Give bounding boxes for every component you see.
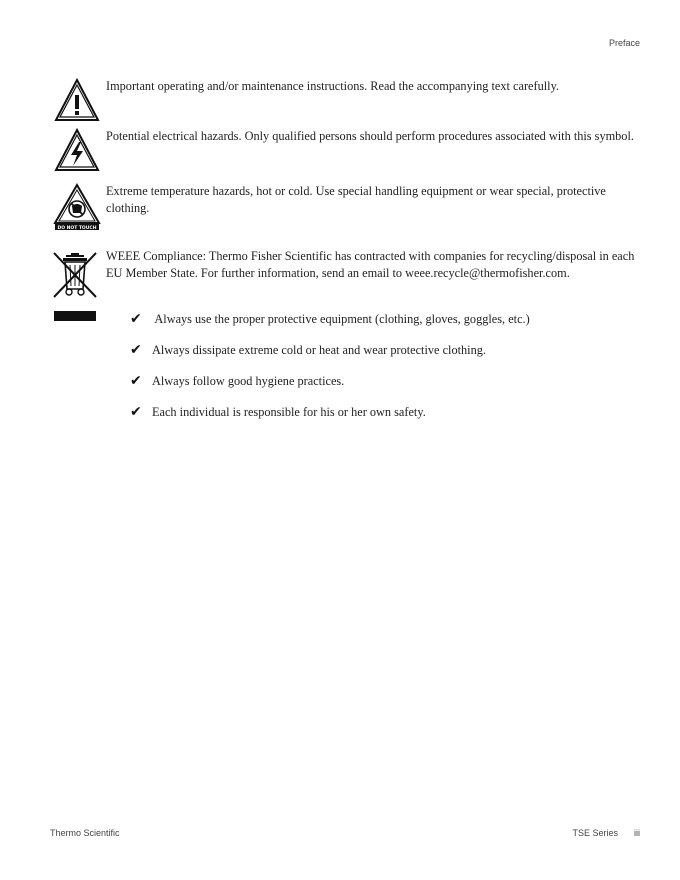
list-item-text: Always dissipate extreme cold or heat and wear protective clothing. bbox=[152, 343, 486, 357]
checkmark-icon: ✔ bbox=[130, 373, 142, 389]
list-item-text: Always use the proper protective equipment (clothing, gloves, goggles, etc.) bbox=[152, 312, 530, 326]
footer-right bbox=[572, 828, 640, 838]
list-item bbox=[130, 311, 650, 342]
warning-icon bbox=[54, 78, 100, 124]
safety-checklist bbox=[130, 311, 650, 435]
list-item bbox=[130, 342, 650, 373]
list-item-text: Each individual is responsible for his or her own safety. bbox=[152, 405, 426, 419]
temperature-hazard-icon bbox=[52, 183, 102, 231]
do-not-touch-label: DO NOT TOUCH bbox=[57, 226, 97, 231]
page-number: iii bbox=[634, 828, 640, 838]
symbol-description: WEEE Compliance: Thermo Fisher Scientific has contracted with companies for recycling/disposal in each EU Member State. For further information, send an email to weee.recycle@thermofisher.com. bbox=[106, 249, 635, 280]
checkmark-icon: ✔ bbox=[130, 342, 142, 358]
electrical-hazard-icon bbox=[54, 128, 100, 174]
footer-brand: Thermo Scientific bbox=[50, 828, 120, 838]
symbol-description: Important operating and/or maintenance instructions. Read the accompanying text carefully. bbox=[106, 79, 560, 93]
footer-product: TSE Series bbox=[572, 828, 618, 838]
checkmark-icon: ✔ bbox=[130, 311, 142, 327]
checkmark-icon: ✔ bbox=[130, 404, 142, 420]
list-item-text: Always follow good hygiene practices. bbox=[152, 374, 345, 388]
weee-bin-icon bbox=[52, 251, 98, 323]
running-header: Preface bbox=[608, 38, 640, 48]
list-item bbox=[130, 404, 650, 435]
list-item bbox=[130, 373, 650, 404]
symbol-description: Potential electrical hazards. Only qualified persons should perform procedures associated with this symbol. bbox=[106, 129, 634, 143]
symbol-description: Extreme temperature hazards, hot or cold. Use special handling equipment or wear special, protective clothing. bbox=[106, 184, 606, 215]
